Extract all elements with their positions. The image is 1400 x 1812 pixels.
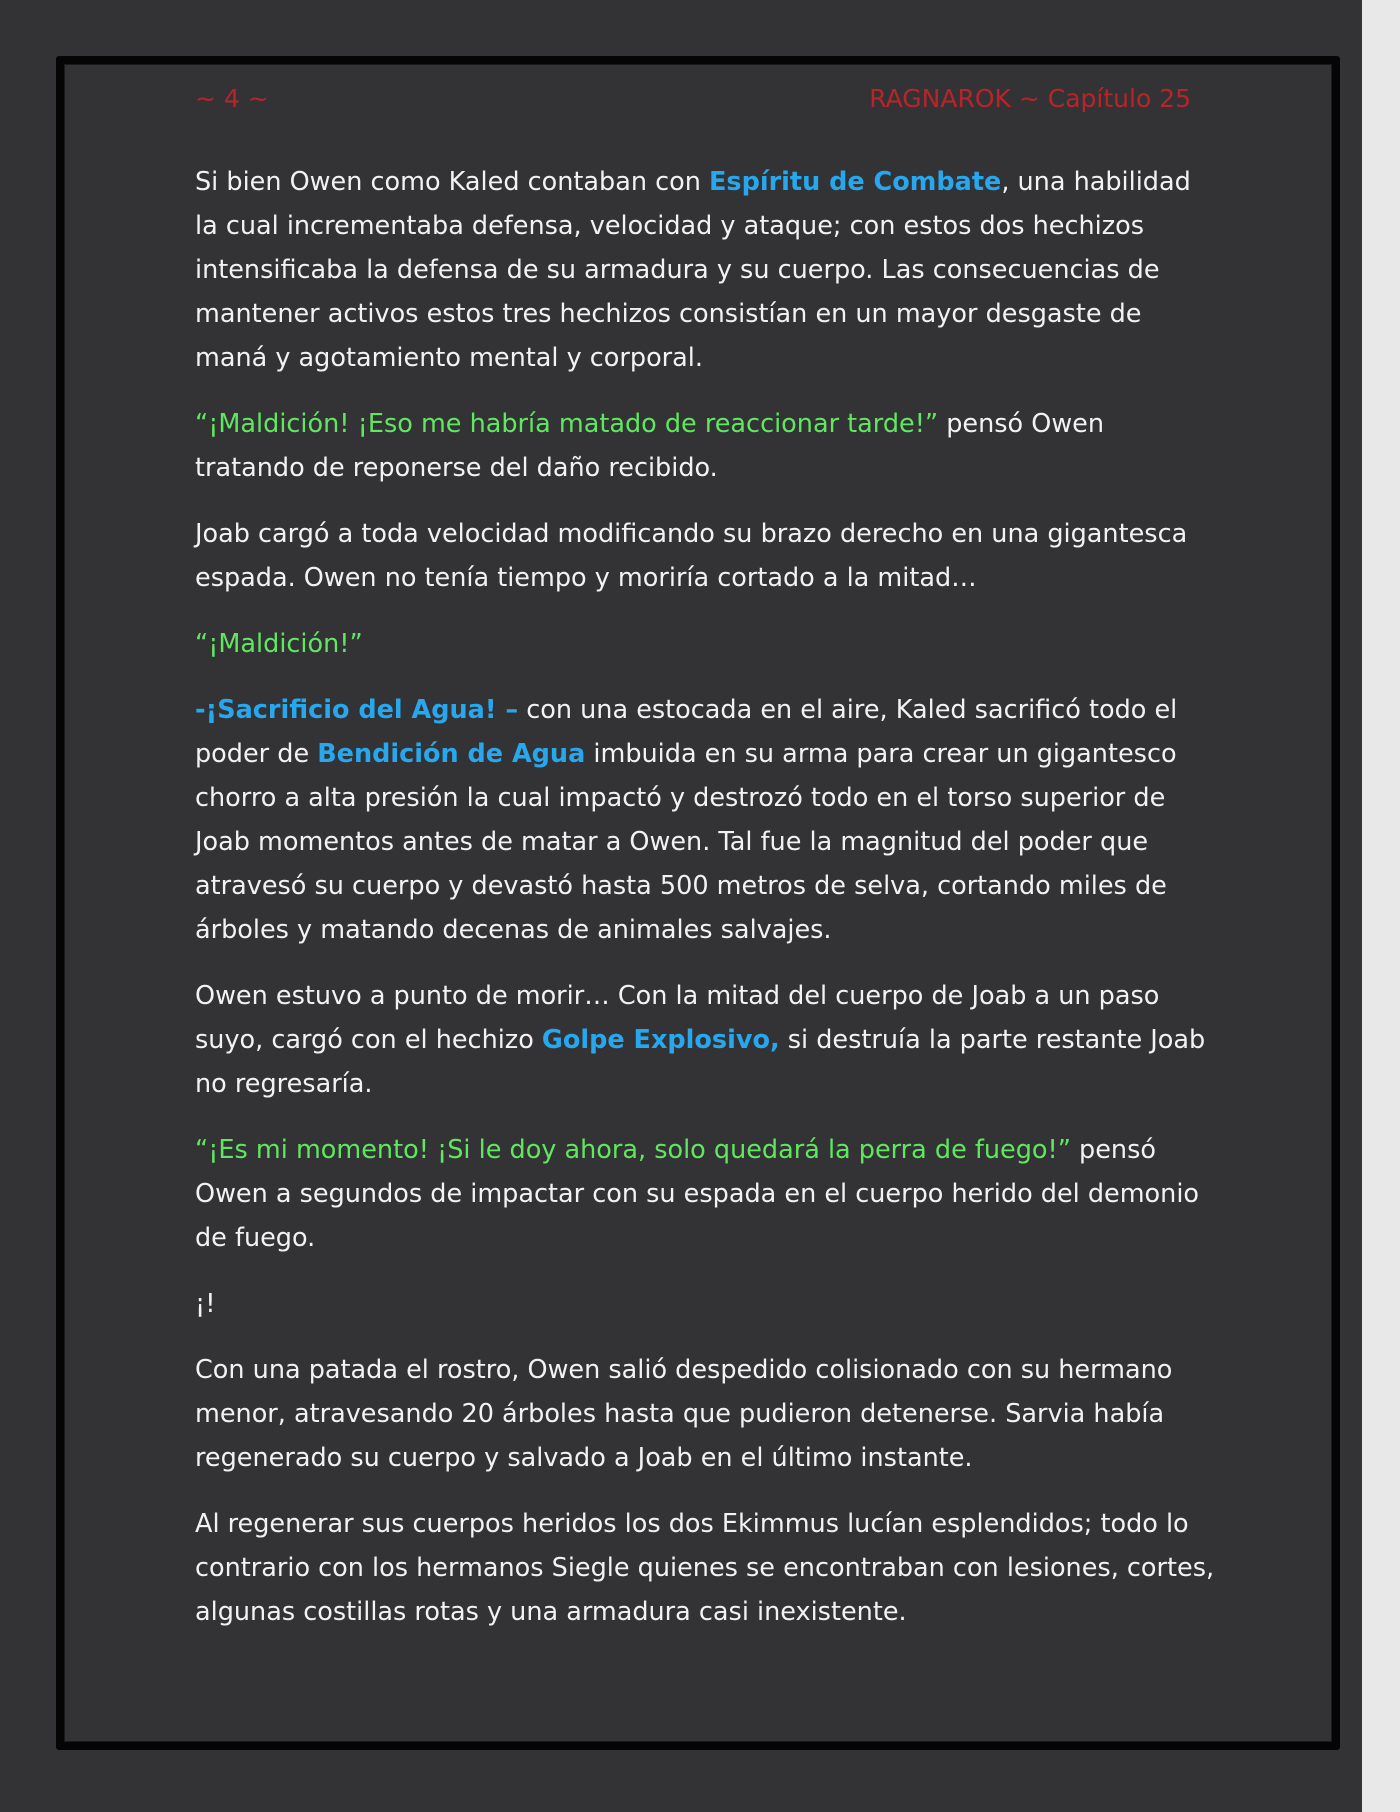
paragraph-10 xyxy=(195,1502,1220,1634)
thought-text: “¡Maldición! ¡Eso me habría matado de reaccionar tarde!” xyxy=(195,409,939,439)
text-segment: con una estocada en el aire, Kaled sacrificó todo el poder de xyxy=(195,695,1178,769)
spell-name: -¡Sacrificio del Agua! – xyxy=(195,695,519,725)
text-segment: Al regenerar sus cuerpos heridos los dos Ekimmus lucían esplendidos; todo lo contrario con los hermanos Siegle quienes se encontraban con lesiones, cortes, algunas costillas rotas y una armadura casi inexistente. xyxy=(195,1509,1215,1627)
page-header xyxy=(195,84,1191,124)
paragraph-5 xyxy=(195,688,1220,952)
paragraph-3 xyxy=(195,512,1220,600)
spell-name: Bendición de Agua xyxy=(317,739,586,769)
thought-text: “¡Maldición!” xyxy=(195,629,363,659)
text-segment: pensó Owen a segundos de impactar con su espada en el cuerpo herido del demonio de fuego. xyxy=(195,1135,1200,1253)
document-body xyxy=(195,160,1220,1656)
paragraph-4 xyxy=(195,622,1220,666)
paragraph-1 xyxy=(195,160,1220,380)
text-segment: imbuida en su arma para crear un gigantesco chorro a alta presión la cual impactó y destrozó todo en el torso superior de Joab momentos antes de matar a Owen. Tal fue la magnitud del poder que atravesó su cuerpo y devastó hasta 500 metros de selva, cortando miles de árboles y matando decenas de animales salvajes. xyxy=(195,739,1177,945)
page-number: ~ 4 ~ xyxy=(195,84,269,113)
spell-name: Golpe Explosivo, xyxy=(541,1025,780,1055)
text-segment: Joab cargó a toda velocidad modificando su brazo derecho en una gigantesca espada. Owen no tenía tiempo y moriría cortado a la mitad… xyxy=(195,519,1188,593)
text-segment: ¡! xyxy=(195,1289,216,1319)
text-segment: , una habilidad la cual incrementaba defensa, velocidad y ataque; con estos dos hechizos intensificaba la defensa de su armadura y su cuerpo. Las consecuencias de mantener activos estos tres hechizos consistían en un mayor desgaste de maná y agotamiento mental y corporal. xyxy=(195,167,1191,373)
paragraph-6 xyxy=(195,974,1220,1106)
thought-text: “¡Es mi momento! ¡Si le doy ahora, solo quedará la perra de fuego!” xyxy=(195,1135,1071,1165)
text-segment: pensó Owen tratando de reponerse del daño recibido. xyxy=(195,409,1105,483)
text-segment: Owen estuvo a punto de morir… Con la mitad del cuerpo de Joab a un paso suyo, cargó con el hechizo xyxy=(195,981,1160,1055)
chapter-title: RAGNAROK ~ Capítulo 25 xyxy=(869,84,1191,113)
paragraph-8 xyxy=(195,1282,1220,1326)
spell-name: Espíritu de Combate xyxy=(709,167,1002,197)
paragraph-2 xyxy=(195,402,1220,490)
text-segment: Con una patada el rostro, Owen salió despedido colisionado con su hermano menor, atravesando 20 árboles hasta que pudieron detenerse. Sarvia había regenerado su cuerpo y salvado a Joab en el último instante. xyxy=(195,1355,1173,1473)
paragraph-7 xyxy=(195,1128,1220,1260)
text-segment: si destruía la parte restante Joab no regresaría. xyxy=(195,1025,1206,1099)
text-segment: Si bien Owen como Kaled contaban con xyxy=(195,167,709,197)
page-edge xyxy=(1362,0,1400,1812)
paragraph-9 xyxy=(195,1348,1220,1480)
